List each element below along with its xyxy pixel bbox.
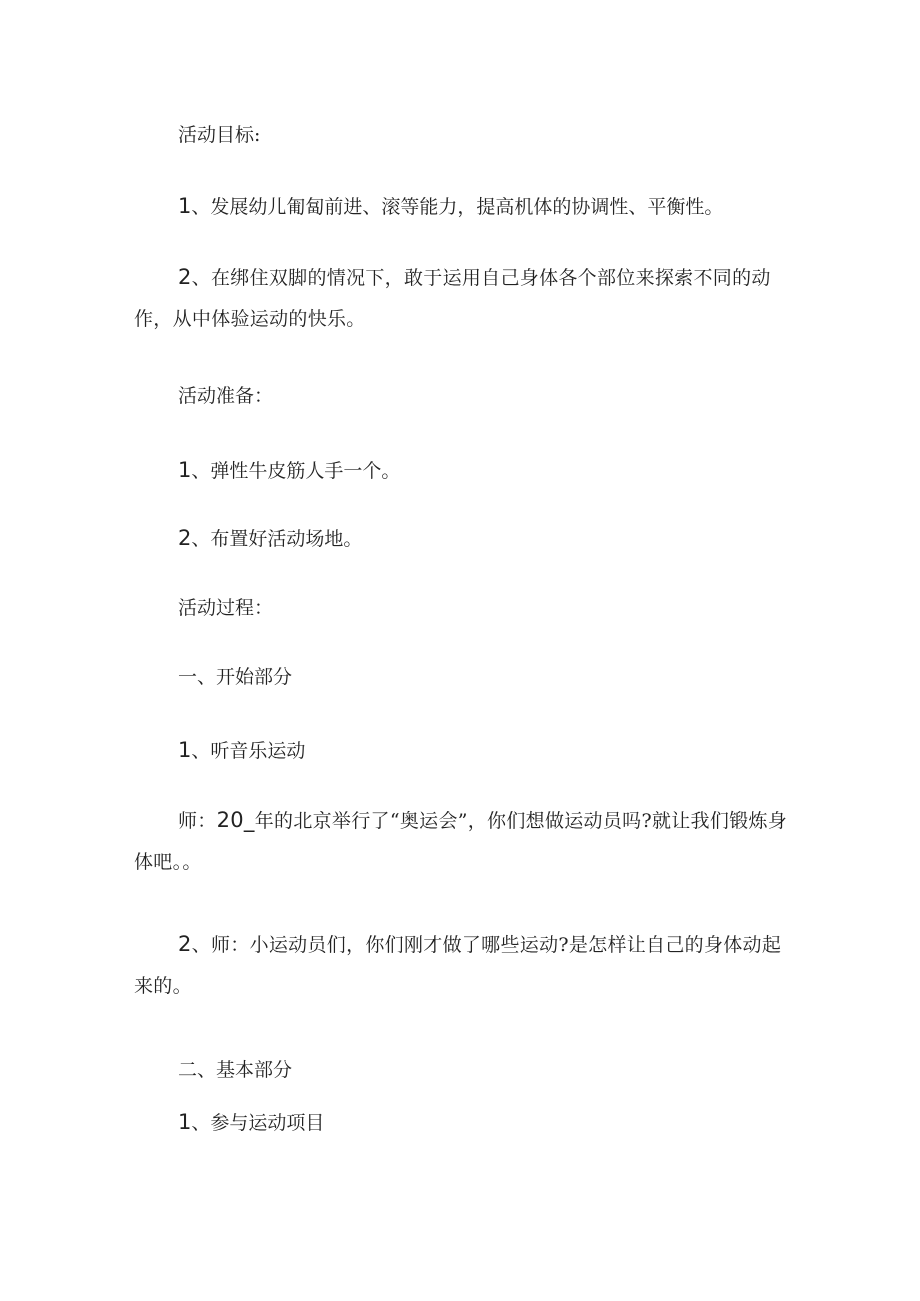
- step-item-3: [178, 1102, 324, 1144]
- step-item-1-number: 1: [178, 738, 192, 762]
- prep-item-1: [178, 450, 400, 492]
- prep-item-1-number: 1: [178, 458, 192, 482]
- step-item-3-text: 、参与运动项目: [191, 1112, 325, 1134]
- heading-activity-goal: [178, 115, 260, 156]
- step-item-1-text: 、听音乐运动: [191, 740, 306, 762]
- prep-item-2: [178, 518, 362, 560]
- section-part-2-text: 二、基本部分: [178, 1059, 293, 1081]
- step-item-1: [178, 730, 305, 772]
- teacher-paragraph-1: [134, 800, 794, 883]
- heading-activity-process: [178, 588, 273, 629]
- goal-item-2: [134, 257, 794, 340]
- heading-activity-process-text: 活动过程：: [178, 597, 274, 619]
- section-part-1-text: 一、开始部分: [178, 666, 293, 688]
- goal-item-2-number: 2: [178, 265, 192, 289]
- step-item-2-text: 、师：小运动员们，你们刚才做了哪些运动?是怎样让自己的身体动起来的。: [134, 934, 782, 997]
- heading-activity-prep: [178, 376, 273, 417]
- teacher-paragraph-1-text: 年的北京举行了“奥运会”，你们想做运动员吗?就让我们锻炼身体吧。。: [134, 810, 788, 873]
- section-part-1: [178, 657, 292, 698]
- prep-item-2-number: 2: [178, 526, 192, 550]
- goal-item-2-text: 、在绑住双脚的情况下，敢于运用自己身体各个部位来探索不同的动作，从中体验运动的快乐。: [134, 267, 771, 330]
- heading-activity-goal-text: 活动目标:: [178, 124, 261, 146]
- section-part-2: [178, 1050, 292, 1091]
- step-item-2-number: 2: [178, 932, 192, 956]
- goal-item-1-number: 1: [178, 194, 192, 218]
- goal-item-1: [178, 186, 723, 228]
- teacher-paragraph-1-year: 20_: [216, 808, 255, 832]
- step-item-3-number: 1: [178, 1110, 192, 1134]
- step-item-2: [134, 924, 794, 1007]
- teacher-paragraph-1-prefix: 师：: [178, 810, 217, 832]
- prep-item-1-text: 、弹性牛皮筋人手一个。: [191, 460, 401, 482]
- prep-item-2-text: 、布置好活动场地。: [191, 528, 363, 550]
- heading-activity-prep-text: 活动准备：: [178, 385, 274, 407]
- goal-item-1-text: 、发展幼儿匍匐前进、滚等能力，提高机体的协调性、平衡性。: [191, 196, 724, 218]
